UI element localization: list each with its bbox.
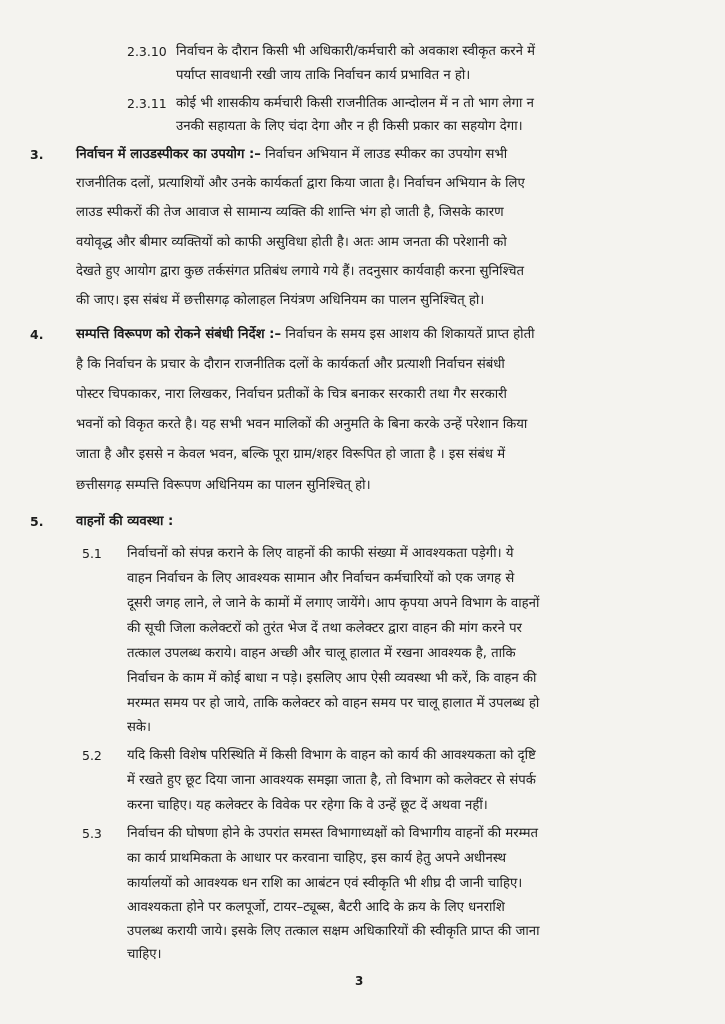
section-heading-line	[76, 327, 535, 343]
section-heading: सम्पत्ति विरूपण को रोकने संबंधी निर्देश :–	[76, 327, 282, 342]
paragraph-line: करना चाहिए। यह कलेक्टर के विवेक पर रहेगा कि वे उन्हें छूट दें अथवा नहीं।	[127, 798, 488, 813]
paragraph-line: चाहिए।	[127, 947, 162, 962]
paragraph-line: कोई भी शासकीय कर्मचारी किसी राजनीतिक आन्दोलन में न तो भाग लेगा न	[176, 96, 534, 111]
section-heading: वाहनों की व्यवस्था :	[76, 514, 174, 529]
paragraph-line: वाहन निर्वाचन के लिए आवश्यक सामान और निर्वाचन कर्मचारियों को एक जगह से	[127, 571, 515, 586]
page-number: 3	[355, 974, 364, 988]
paragraph-line: पर्याप्त सावधानी रखी जाय ताकि निर्वाचन कार्य प्रभावित न हो।	[176, 68, 471, 83]
section-number: 4.	[30, 327, 44, 342]
paragraph-line: है कि निर्वाचन के प्रचार के दौरान राजनीतिक दलों के कार्यकर्ता और प्रत्याशी निर्वाचन संबंधी	[76, 357, 505, 372]
paragraph-line: निर्वाचन के काम में कोई बाधा न पड़े। इसलिए आप ऐसी व्यवस्था भी करें, कि वाहन की	[127, 671, 537, 686]
paragraph-line: भवनों को विकृत करते है। यह सभी भवन मालिकों की अनुमति के बिना करके उन्हें परेशान किया	[76, 417, 528, 432]
section-number: 5.2	[82, 748, 102, 763]
paragraph-line: राजनीतिक दलों, प्रत्याशियों और उनके कार्यकर्ता द्वारा किया जाता है। निर्वाचन अभियान के लिए	[76, 176, 525, 191]
paragraph-line: उपलब्ध करायी जाये। इसके लिए तत्काल सक्षम अधिकारियों की स्वीकृति प्राप्त की जाना	[127, 924, 540, 939]
section-number: 2.3.10	[127, 44, 167, 59]
paragraph-line: छत्तीसगढ़ सम्पत्ति विरूपण अधिनियम का पालन सुनिश्चित् हो।	[76, 478, 371, 493]
paragraph-line: सके।	[127, 720, 152, 735]
paragraph-text: निर्वाचन अभियान में लाउड स्पीकर का उपयोग सभी	[260, 147, 508, 162]
section-number: 2.3.11	[127, 96, 167, 111]
paragraph-line: की सूची जिला कलेक्टरों को तुरंत भेज दें तथा कलेक्टर द्वारा वाहन की मांग करने पर	[127, 621, 522, 636]
paragraph-line: निर्वाचनों को संपन्न कराने के लिए वाहनों की काफी संख्या में आवश्यकता पड़ेगी। ये	[127, 546, 514, 561]
paragraph-line: मरम्मत समय पर हो जाये, ताकि कलेक्टर को वाहन समय पर चालू हालात में उपलब्ध हो	[127, 696, 540, 711]
paragraph-line: उनकी सहायता के लिए चंदा देगा और न ही किसी प्रकार का सहयोग देगा।	[176, 119, 523, 134]
paragraph-line: यदि किसी विशेष परिस्थिति में किसी विभाग के वाहन को कार्य की आवश्यकता को दृष्टि	[127, 748, 536, 763]
paragraph-line: निर्वाचन के दौरान किसी भी अधिकारी/कर्मचारी को अवकाश स्वीकृत करने में	[176, 44, 536, 59]
paragraph-text: निर्वाचन के समय इस आशय की शिकायतें प्राप्त होती	[285, 327, 535, 342]
paragraph-line: कार्यालयों को आवश्यक धन राशि का आबंटन एवं स्वीकृति भी शीघ्र दी जानी चाहिए।	[127, 876, 523, 891]
paragraph-line: लाउड स्पीकरों की तेज आवाज से सामान्य व्यक्ति की शान्ति भंग हो जाती है, जिसके कारण	[76, 205, 504, 220]
paragraph-line: दूसरी जगह लाने, ले जाने के कामों में लगाए जायेंगे। आप कृपया अपने विभाग के वाहनों	[127, 596, 540, 611]
section-number: 5.3	[82, 826, 102, 841]
section-number: 5.	[30, 514, 44, 529]
paragraph-line: निर्वाचन की घोषणा होने के उपरांत समस्त विभागाध्यक्षों को विभागीय वाहनों की मरम्मत	[127, 826, 539, 841]
paragraph-line: पोस्टर चिपकाकर, नारा लिखकर, निर्वाचन प्रतीकों के चित्र बनाकर सरकारी तथा गैर सरकारी	[76, 387, 507, 402]
section-number: 3.	[30, 147, 44, 162]
section-number: 5.1	[82, 546, 102, 561]
section-heading-line	[76, 147, 507, 163]
paragraph-line: तत्काल उपलब्ध कराये। वाहन अच्छी और चालू हालात में रखना आवश्यक है, ताकि	[127, 646, 516, 661]
paragraph-line: जाता है और इससे न केवल भवन, बल्कि पूरा ग्राम/शहर विरूपित हो जाता है । इस संबंध में	[76, 447, 506, 462]
paragraph-line: का कार्य प्राथमिकता के आधार पर करवाना चाहिए, इस कार्य हेतु अपने अधीनस्थ	[127, 851, 507, 866]
paragraph-line: में रखते हुए छूट दिया जाना आवश्यक समझा जाता है, तो विभाग को कलेक्टर से संपर्क	[127, 773, 536, 788]
paragraph-line: आवश्यकता होने पर कलपूर्जो, टायर–ट्यूब्स, बैटरी आदि के क्रय के लिए धनराशि	[127, 900, 505, 915]
paragraph-line: देखते हुए आयोग द्वारा कुछ तर्कसंगत प्रतिबंध लगाये गये हैं। तदनुसार कार्यवाही करना सुनिश्चित	[76, 264, 525, 279]
paragraph-line: की जाए। इस संबंध में छत्तीसगढ़ कोलाहल नियंत्रण अधिनियम का पालन सुनिश्चित् हो।	[76, 293, 485, 308]
paragraph-line: वयोवृद्ध और बीमार व्यक्तियों को काफी असुविधा होती है। अतः आम जनता की परेशानी को	[76, 235, 507, 250]
section-heading: निर्वाचन में लाउडस्पीकर का उपयोग :–	[76, 147, 261, 162]
